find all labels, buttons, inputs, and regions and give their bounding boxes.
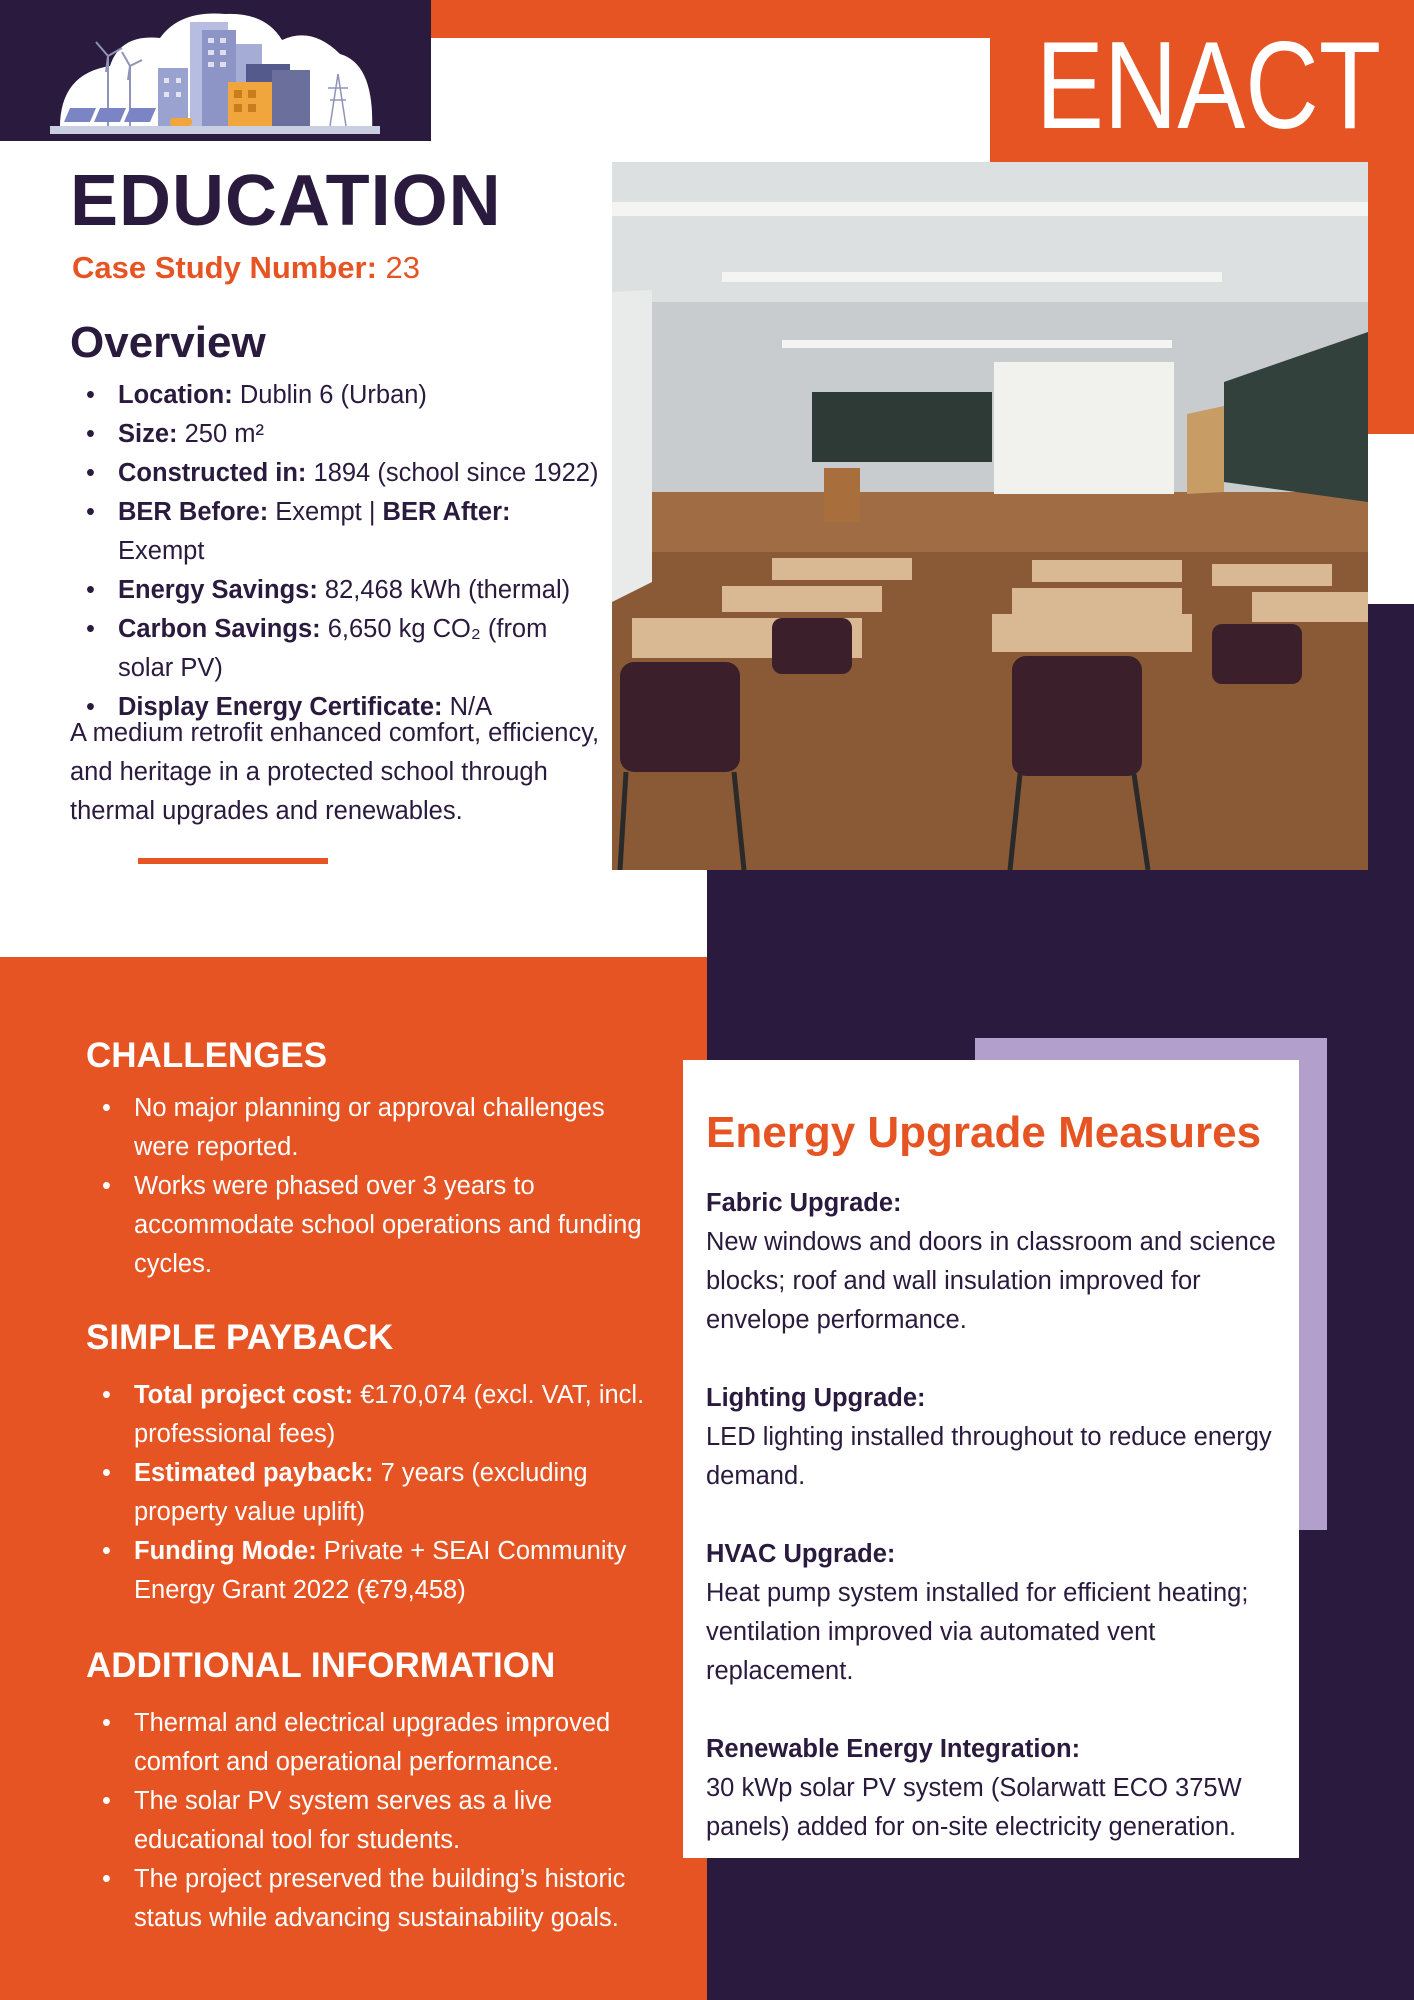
item-label: BER Before: bbox=[118, 498, 269, 526]
payback-list bbox=[98, 1376, 658, 1610]
measure-hvac bbox=[706, 1535, 1281, 1691]
overview-item-carbon-savings bbox=[82, 610, 602, 688]
measure-renewable bbox=[706, 1730, 1281, 1847]
overview-list bbox=[82, 376, 602, 727]
item-value: 82,468 kWh (thermal) bbox=[324, 576, 571, 604]
measure-text: 30 kWp solar PV system (Solarwatt ECO 375W panels) added for on-site electricity generation. bbox=[706, 1774, 1242, 1841]
challenges-list bbox=[98, 1089, 658, 1284]
item-label: Energy Savings: bbox=[118, 576, 318, 604]
overview-summary: A medium retrofit enhanced comfort, efficiency, and heritage in a protected school through thermal upgrades and renewables. bbox=[70, 719, 600, 825]
case-study-number bbox=[72, 250, 420, 286]
item-label: Location: bbox=[118, 381, 233, 409]
item-label: Funding Mode: bbox=[134, 1537, 317, 1565]
page-title: EDUCATION bbox=[70, 161, 502, 241]
accent-divider bbox=[138, 858, 328, 864]
list-item: • The solar PV system serves as a live educational tool for students. bbox=[98, 1782, 658, 1860]
measure-title: Fabric Upgrade: bbox=[706, 1189, 902, 1217]
item-value: 6,650 kg CO₂ (from solar PV) bbox=[118, 615, 548, 682]
enact-logo bbox=[1036, 18, 1381, 142]
list-item bbox=[98, 1532, 658, 1610]
list-item bbox=[98, 1454, 658, 1532]
measure-lighting bbox=[706, 1379, 1281, 1496]
item-label: Constructed in: bbox=[118, 459, 307, 487]
overview-item-constructed bbox=[82, 454, 602, 493]
overview-item-energy-savings bbox=[82, 571, 602, 610]
item-value: 250 m² bbox=[184, 420, 264, 448]
orange-edge-strip bbox=[1368, 162, 1414, 434]
measure-title: Lighting Upgrade: bbox=[706, 1384, 926, 1412]
overview-item-size bbox=[82, 415, 602, 454]
item-value: 1894 (school since 1922) bbox=[313, 459, 599, 487]
item-label: Total project cost: bbox=[134, 1381, 354, 1409]
list-item: • Works were phased over 3 years to accommodate school operations and funding cycles. bbox=[98, 1167, 658, 1284]
measure-text: Heat pump system installed for efficient heating; ventilation improved via automated vent replacement. bbox=[706, 1579, 1249, 1685]
item-value: N/A bbox=[449, 693, 493, 721]
item-label: Size: bbox=[118, 420, 178, 448]
case-study-label: Case Study Number: bbox=[72, 250, 377, 285]
classroom-photo bbox=[612, 162, 1368, 870]
measures-heading: Energy Upgrade Measures bbox=[706, 1108, 1262, 1157]
measure-title: Renewable Energy Integration: bbox=[706, 1735, 1081, 1763]
svg-text:ENACT: ENACT bbox=[1036, 18, 1381, 142]
item-label: BER After: bbox=[382, 498, 511, 526]
list-item: • Thermal and electrical upgrades improved comfort and operational performance. bbox=[98, 1704, 658, 1782]
item-value: Exempt bbox=[118, 537, 205, 565]
list-item: • No major planning or approval challenges were reported. bbox=[98, 1089, 658, 1167]
overview-item-location bbox=[82, 376, 602, 415]
item-label: Carbon Savings: bbox=[118, 615, 321, 643]
list-item: • The project preserved the building’s historic status while advancing sustainability goals. bbox=[98, 1860, 658, 1938]
overview-item-ber bbox=[82, 493, 602, 571]
navy-edge-strip bbox=[1368, 604, 1414, 2000]
list-item bbox=[98, 1376, 658, 1454]
measure-text: LED lighting installed throughout to reduce energy demand. bbox=[706, 1423, 1272, 1490]
additional-heading: ADDITIONAL INFORMATION bbox=[86, 1646, 556, 1685]
item-value: 7 years (excluding property value uplift) bbox=[134, 1459, 588, 1526]
measure-text: New windows and doors in classroom and science blocks; roof and wall insulation improved for envelope performance. bbox=[706, 1228, 1276, 1334]
item-value: Dublin 6 (Urban) bbox=[239, 381, 427, 409]
item-value: €170,074 (excl. VAT, incl. professional fees) bbox=[134, 1381, 645, 1448]
measure-title: HVAC Upgrade: bbox=[706, 1540, 896, 1568]
city-illustration bbox=[50, 4, 380, 136]
item-value: Exempt | bbox=[275, 498, 376, 526]
challenges-heading: CHALLENGES bbox=[86, 1036, 328, 1075]
item-label: Display Energy Certificate: bbox=[118, 693, 443, 721]
overview-heading: Overview bbox=[70, 318, 266, 367]
item-label: Estimated payback: bbox=[134, 1459, 374, 1487]
case-study-value: 23 bbox=[385, 250, 421, 285]
item-value: Private + SEAI Community Energy Grant 2022 (€79,458) bbox=[134, 1537, 627, 1604]
measure-fabric bbox=[706, 1184, 1281, 1340]
measures-list bbox=[706, 1184, 1281, 1847]
additional-list bbox=[98, 1704, 658, 1938]
payback-heading: SIMPLE PAYBACK bbox=[86, 1318, 394, 1357]
